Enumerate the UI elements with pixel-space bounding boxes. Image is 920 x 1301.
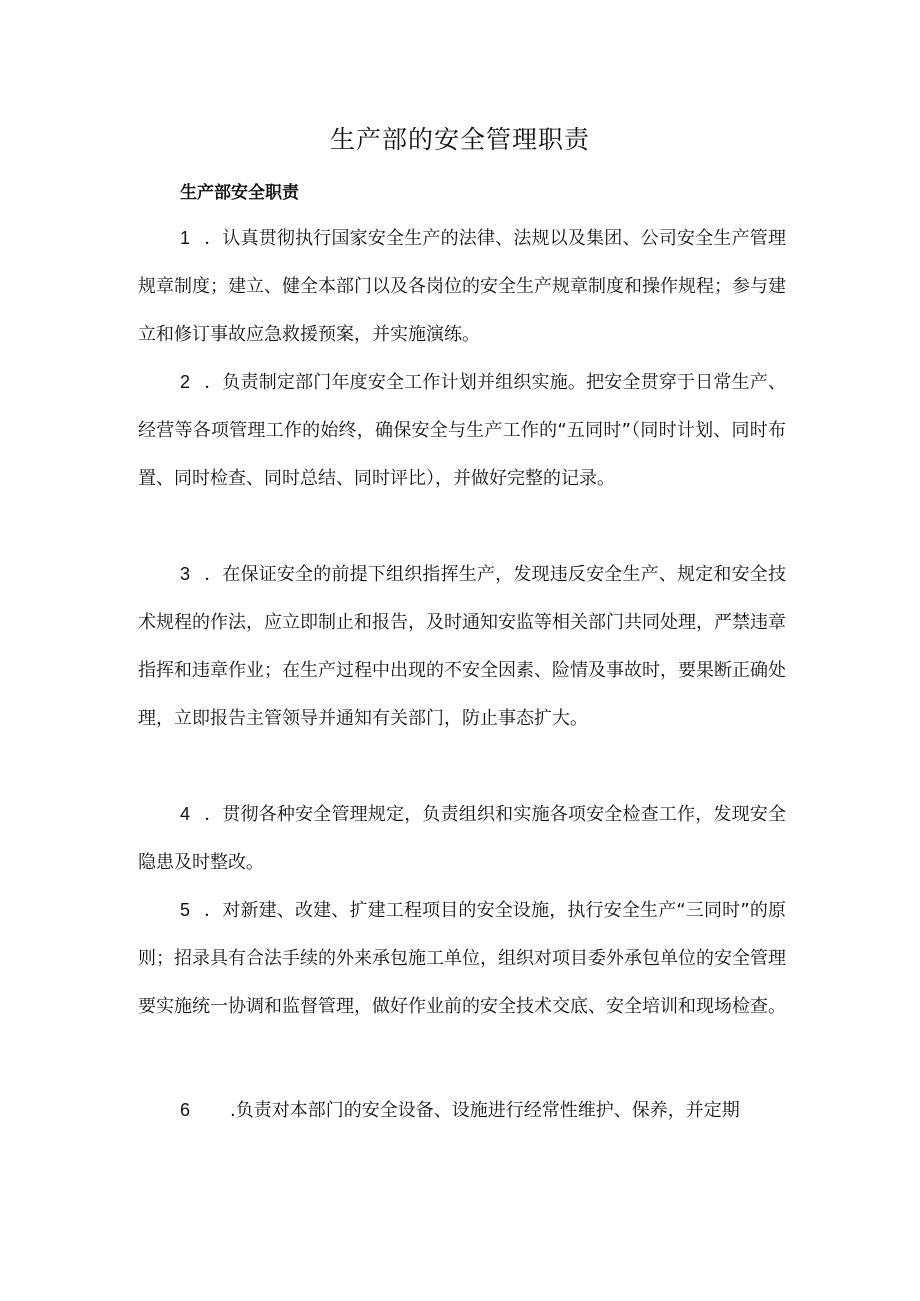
paragraph-6 [138, 1086, 786, 1135]
paragraph-text: ．负责制定部门年度安全工作计划并组织实施。把安全贯穿于日常生产、经营等各项管理工作的始终，确保安全与生产工作的“五同时”（同时计划、同时布置、同时检查、同时总结、同时评比），并做好完整的记录。 [138, 372, 786, 489]
paragraph-number: 1 [180, 228, 191, 248]
paragraph-text: ．贯彻各种安全管理规定，负责组织和实施各项安全检查工作，发现安全隐患及时整改。 [138, 804, 786, 873]
paragraph-2 [138, 358, 786, 503]
paragraph-3 [138, 550, 786, 743]
paragraph-number: 4 [180, 804, 191, 824]
paragraph-5 [138, 886, 786, 1031]
paragraph-number: 2 [180, 372, 191, 392]
paragraph-text: .负责对本部门的安全设备、设施进行经常性维护、保养，并定期 [230, 1100, 740, 1121]
document-title: 生产部的安全管理职责 [329, 125, 590, 154]
paragraph-4 [138, 790, 786, 887]
paragraph-number: 6 [180, 1100, 191, 1120]
paragraph-number: 3 [180, 564, 191, 584]
paragraph-number: 5 [180, 900, 191, 920]
paragraph-text: ．在保证安全的前提下组织指挥生产，发现违反安全生产、规定和安全技术规程的作法，应立即制止和报告，及时通知安监等相关部门共同处理，严禁违章指挥和违章作业；在生产过程中出现的不安全因素、险情及事故时，要果断正确处理，立即报告主管领导并通知有关部门，防止事态扩大。 [138, 564, 786, 729]
paragraph-text: ．对新建、改建、扩建工程项目的安全设施，执行安全生产“三同时”的原则；招录具有合法手续的外来承包施工单位，组织对项目委外承包单位的安全管理要实施统一协调和监督管理，做好作业前的安全技术交底、安全培训和现场检查。 [138, 900, 786, 1017]
paragraph-1 [138, 214, 786, 359]
section-heading: 生产部安全职责 [180, 183, 299, 203]
paragraph-text: ．认真贯彻执行国家安全生产的法律、法规以及集团、公司安全生产管理规章制度；建立、健全本部门以及各岗位的安全生产规章制度和操作规程；参与建立和修订事故应急救援预案，并实施演练。 [138, 228, 786, 345]
